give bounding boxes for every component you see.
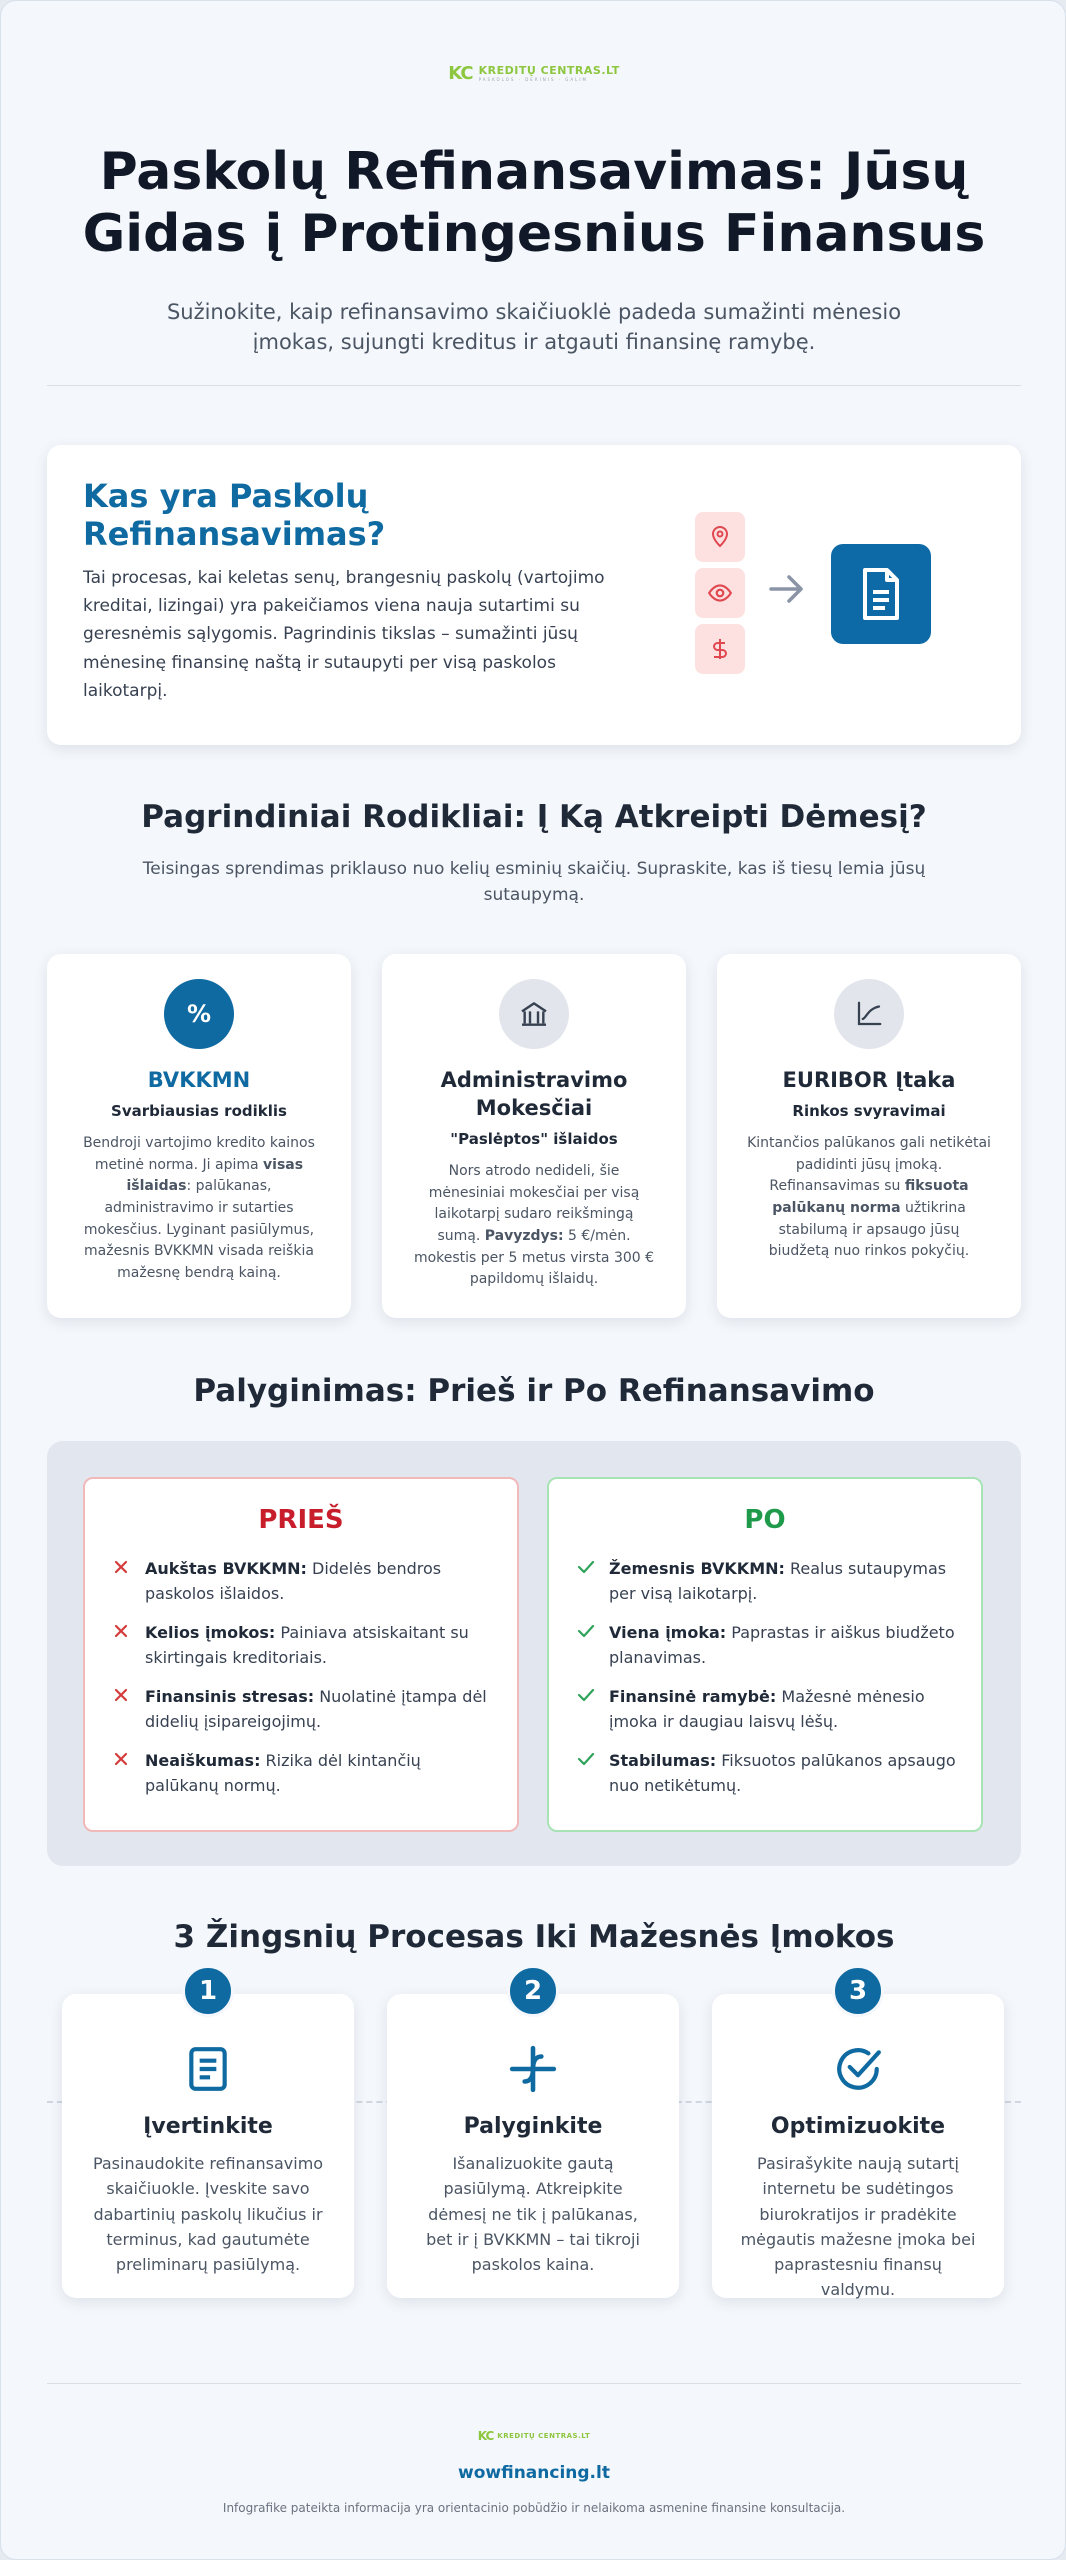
metric-subtitle: "Paslėptos" išlaidos (450, 1130, 618, 1148)
chart-icon (834, 979, 904, 1049)
what-is-text: Tai procesas, kai keletas senų, brangesnių paskolų (vartojimo kreditai, lizingai) yra pakeičiamos viena nauja sutartimi su geresnėmis sąlygomis. Pagrindinis tikslas – sumažinti jūsų mėnesinę finansinę naštą ir sutaupyti per visą paskolos laikotarpį. (83, 568, 605, 701)
eye-icon (695, 568, 745, 618)
after-item: Viena įmoka: Paprastas ir aiškus biudžeto planavimas. (577, 1621, 957, 1671)
cross-icon (113, 1749, 133, 1799)
metric-title: EURIBOR Įtaka (782, 1068, 956, 1092)
after-title: PO (744, 1505, 786, 1535)
before-box (83, 1477, 519, 1832)
logo-tagline: PASKOLOS · DERINIS · GALIM (478, 77, 588, 82)
footer-logo[interactable]: KC KREDITŲ CENTRAS.LT (477, 2429, 591, 2443)
cross-icon (113, 1685, 133, 1735)
after-item: Stabilumas: Fiksuotos palūkanos apsaugo nuo netikėtumų. (577, 1749, 957, 1799)
page-subtitle: Sužinokite, kaip refinansavimo skaičiuoklė padeda sumažinti mėnesio įmokas, sujungti kreditus ir atgauti finansinę ramybę. (166, 300, 902, 355)
step-card-2 (387, 1994, 679, 2298)
metric-title: Administravimo Mokesčiai (440, 1068, 628, 1121)
logo-name: KREDITŲ CENTRAS.LT (478, 64, 620, 77)
check-icon (577, 1621, 597, 1671)
comparison-panel (47, 1441, 1021, 1866)
before-item: Kelios įmokos: Painiava atsiskaitant su skirtingais kreditoriais. (113, 1621, 493, 1671)
arrow-right-icon (767, 569, 807, 609)
what-is-title: Kas yra Paskolų Refinansavimas? (83, 477, 386, 554)
check-icon (577, 1749, 597, 1799)
step-number: 3 (832, 1965, 884, 2017)
check-icon (577, 1557, 597, 1607)
metric-text: Bendroji vartojimo kredito kainos metinė norma. Ji apima visas išlaidas: palūkanas, administravimo ir sutarties mokesčius. Lyginant pasiūlymus, mažesnis BVKKMN visada reiškia mažesnę bendrą kainą. (83, 1135, 315, 1282)
check-circle-icon (833, 2044, 883, 2094)
divider (47, 385, 1021, 386)
step-text: Pasinaudokite refinansavimo skaičiuokle. Įveskite savo dabartinių paskolų likučius ir terminus, kad gautumėte preliminarų pasiūlymą. (92, 2154, 324, 2275)
document-icon (831, 544, 931, 644)
after-box (547, 1477, 983, 1832)
brand-logo[interactable] (1, 63, 1066, 84)
before-item: Aukštas BVKKMN: Didelės bendros paskolos išlaidos. (113, 1557, 493, 1607)
metric-card-euribor (717, 954, 1021, 1318)
map-pin-icon (695, 512, 745, 562)
before-item: Finansinis stresas: Nuolatinė įtampa dėl didelių įsipareigojimų. (113, 1685, 493, 1735)
divider (47, 2383, 1021, 2384)
list-document-icon (183, 2044, 233, 2094)
step-text: Išanalizuokite gautą pasiūlymą. Atkreipkite dėmesį ne tik į palūkanas, bet ir į BVKKMN – tai tikroji paskolos kaina. (426, 2154, 640, 2275)
cross-icon (113, 1621, 133, 1671)
metric-text: Nors atrodo nedideli, šie mėnesiniai mokesčiai per visą laikotarpį sudaro reikšmingą sumą. Pavyzdys: 5 €/mėn. mokestis per 5 metus virsta 300 € papildomų išlaidų. (413, 1163, 655, 1288)
step-title: Palyginkite (463, 2114, 603, 2139)
comparison-title: Palyginimas: Prieš ir Po Refinansavimo (193, 1373, 875, 1409)
metric-card-bvkkmn (47, 954, 351, 1318)
metric-title: BVKKMN (147, 1068, 251, 1092)
step-card-3 (712, 1994, 1004, 2298)
metrics-subtitle: Teisingas sprendimas priklauso nuo kelių esminių skaičių. Supraskite, kas iš tiesų lemia jūsų sutaupymą. (142, 859, 926, 905)
metrics-title: Pagrindiniai Rodikliai: Į Ką Atkreipti Dėmesį? (141, 799, 927, 835)
footer-site-link[interactable]: wowfinancing.lt (458, 2463, 610, 2483)
metric-subtitle: Svarbiausias rodiklis (111, 1102, 287, 1120)
after-item: Žemesnis BVKKMN: Realus sutaupymas per visą laikotarpį. (577, 1557, 957, 1607)
page-title: Paskolų Refinansavimas: Jūsų Gidas į Protingesnius Finansus (82, 142, 986, 265)
after-item: Finansinė ramybė: Mažesnė mėnesio įmoka ir daugiau laisvų lėšų. (577, 1685, 957, 1735)
metric-text: Kintančios palūkanos gali netikėtai padidinti jūsų įmoką. Refinansavimas su fiksuota palūkanų norma užtikrina stabilumą ir apsaugo jūsų biudžetą nuo rinkos pokyčių. (747, 1135, 991, 1260)
steps-title: 3 Žingsnių Procesas Iki Mažesnės Įmokos (173, 1919, 895, 1955)
percent-icon: % (164, 979, 234, 1049)
step-title: Įvertinkite (143, 2114, 273, 2139)
step-card-1 (62, 1994, 354, 2298)
step-number: 2 (507, 1965, 559, 2017)
metric-subtitle: Rinkos svyravimai (792, 1102, 946, 1120)
before-item: Neaiškumas: Rizika dėl kintančių palūkanų normų. (113, 1749, 493, 1799)
logo-mark: KC (448, 63, 473, 84)
footer-disclaimer: Infografike pateikta informacija yra orientacinio pobūdžio ir nelaikoma asmenine finansine konsultacija. (222, 2501, 846, 2515)
bank-icon (499, 979, 569, 1049)
before-title: PRIEŠ (258, 1505, 344, 1535)
cross-icon (113, 1557, 133, 1607)
step-title: Optimizuokite (770, 2114, 946, 2139)
metric-card-fees (382, 954, 686, 1318)
step-number: 1 (182, 1965, 234, 2017)
check-icon (577, 1685, 597, 1735)
sparkle-icon (508, 2044, 558, 2094)
dollar-icon (695, 624, 745, 674)
step-text: Pasirašykite naują sutartį internetu be sudėtingos biurokratijos ir pradėkite mėgautis mažesne įmoka bei paprastesniu finansų valdymu. (740, 2154, 976, 2300)
